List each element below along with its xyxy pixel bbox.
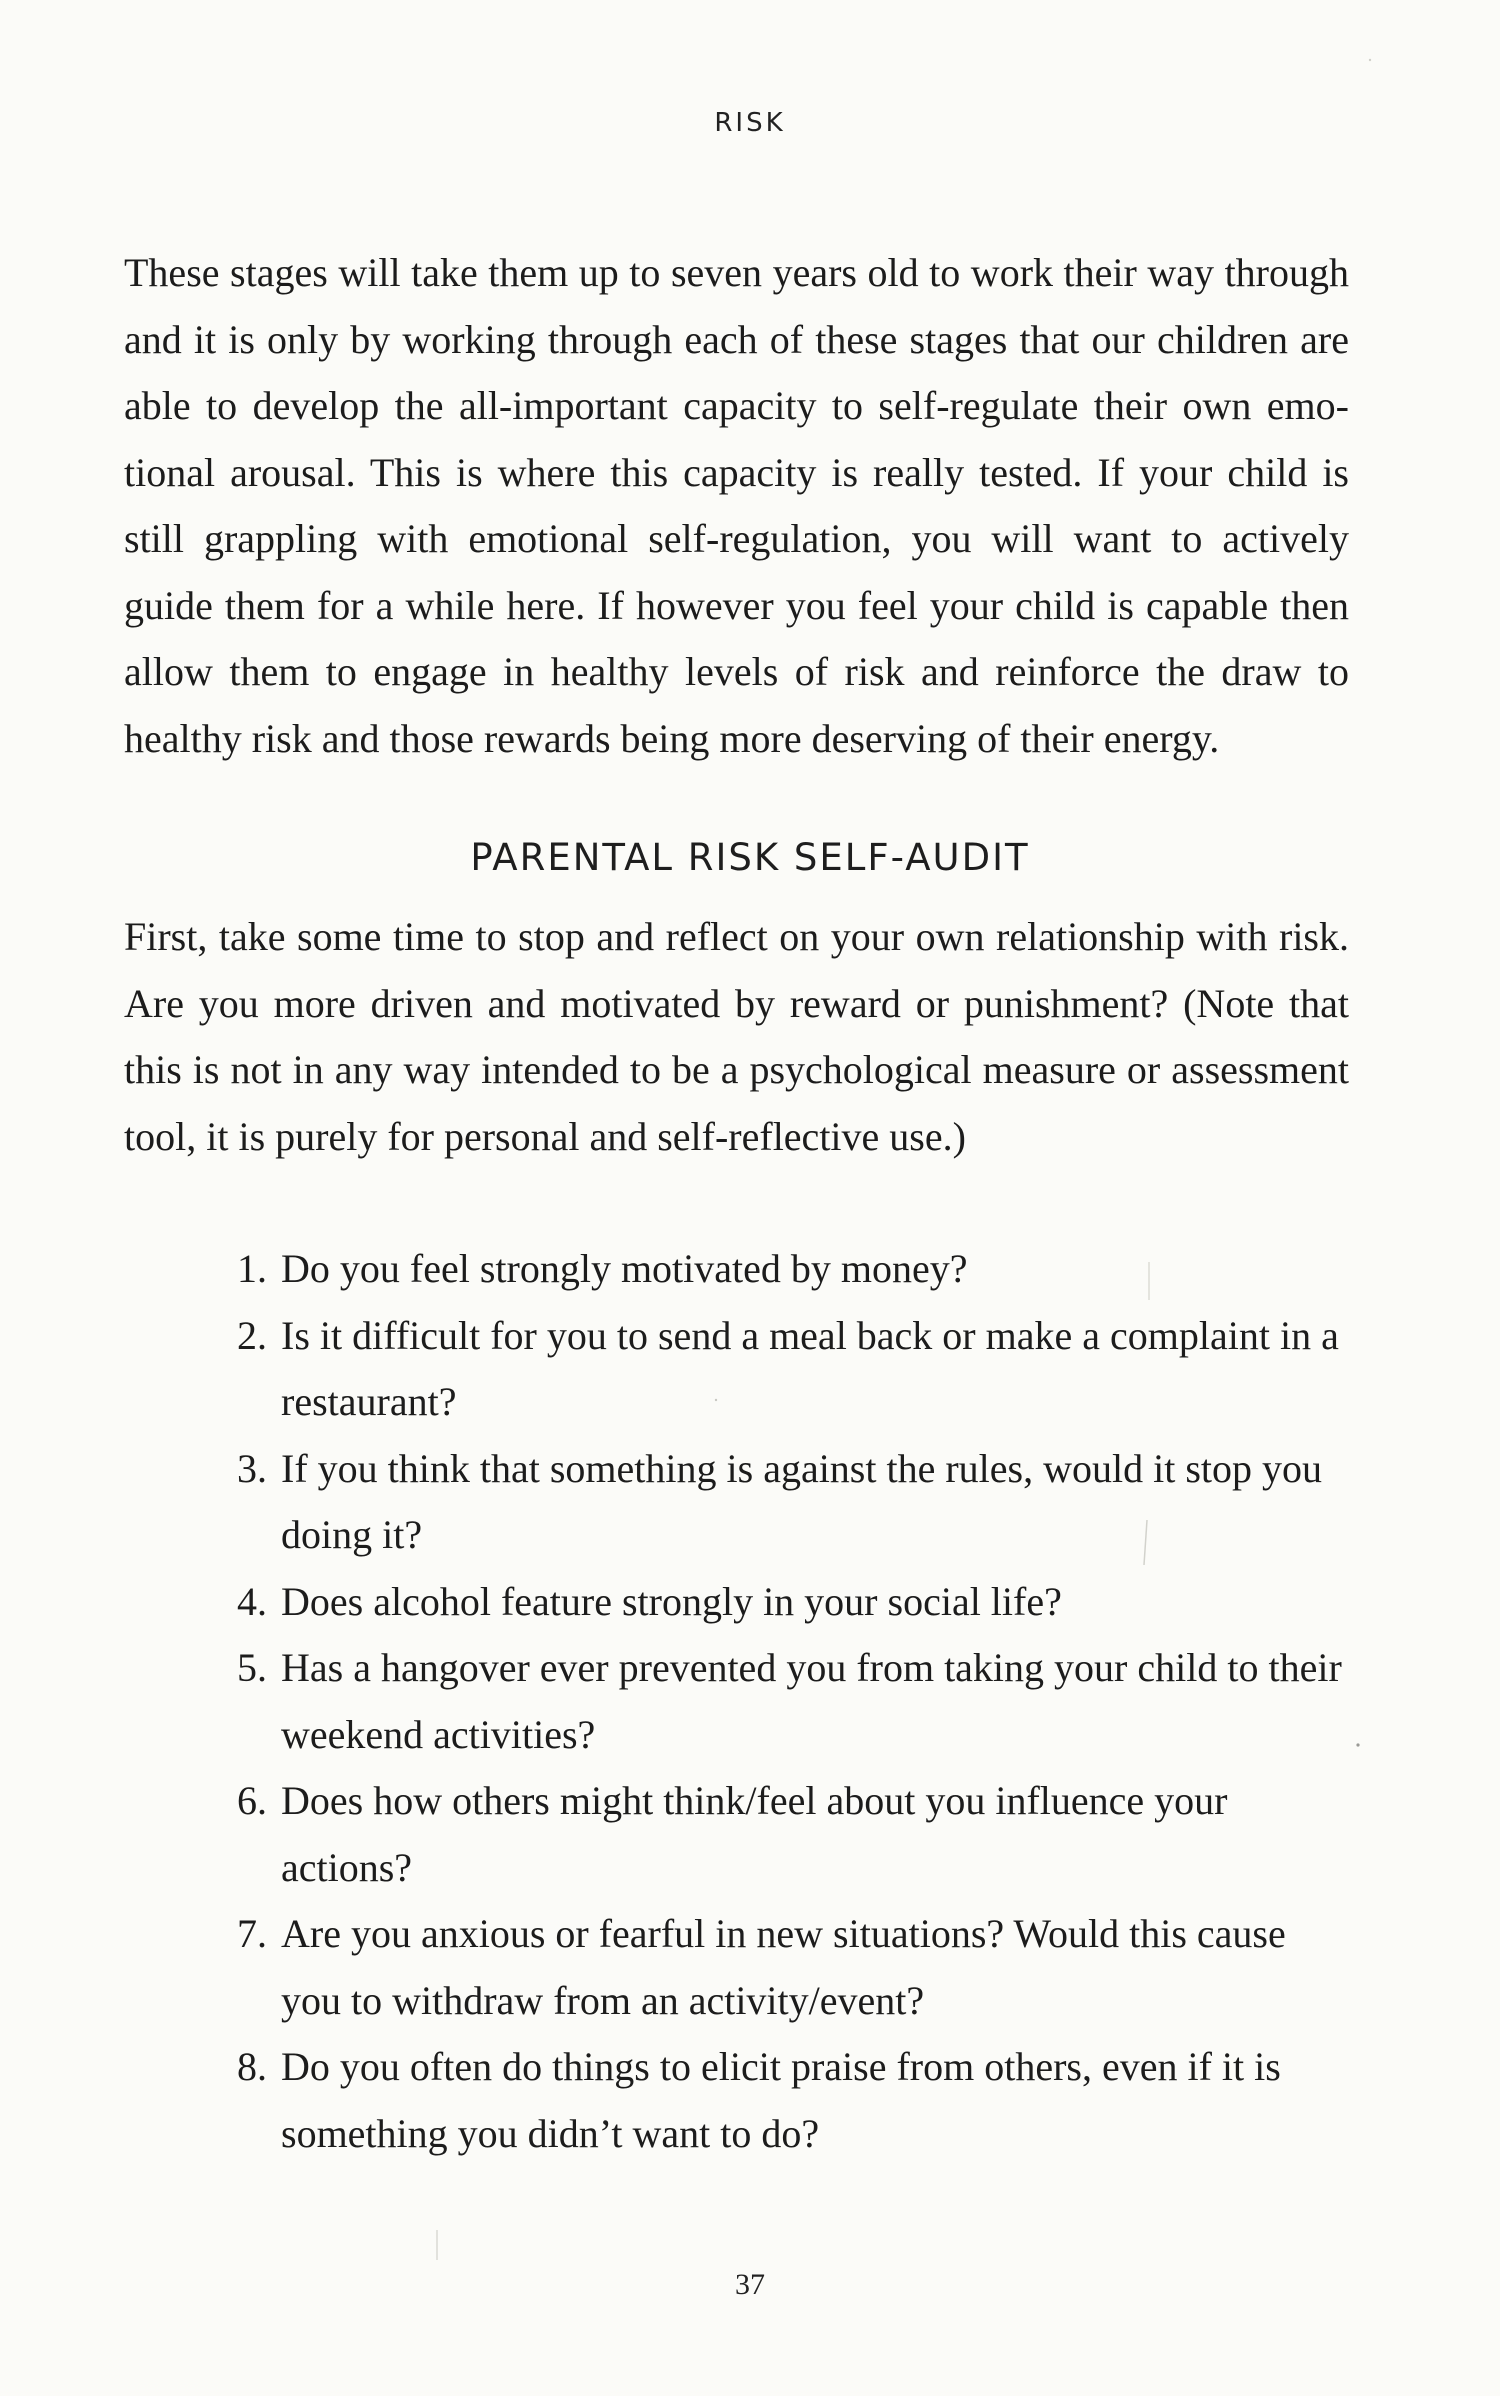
list-item-text: Has a hangover ever prevented you from taking your child to their weekend activities? xyxy=(281,1645,1342,1757)
audit-question-list xyxy=(237,1236,1352,2167)
page-number: 37 xyxy=(735,2268,765,2301)
section-heading: PARENTAL RISK SELF-AUDIT xyxy=(470,836,1030,879)
list-item-text: Does alcohol feature strongly in your social life? xyxy=(281,1578,1062,1624)
list-item xyxy=(237,1901,1352,2034)
list-item-number: 6. xyxy=(237,1778,267,1823)
list-item-text: Does how others might think/feel about you influence your actions? xyxy=(281,1778,1228,1890)
list-item-text: Do you feel strongly motivated by money? xyxy=(281,1246,968,1291)
list-item-number: 3. xyxy=(237,1445,267,1491)
list-item xyxy=(237,2034,1352,2167)
list-item-text: Are you anxious or fearful in new situations? Would this cause you to withdraw from an activity/event? xyxy=(281,1911,1286,2023)
body-paragraph: These stages will take them up to seven years old to work their way through and it is only by working through each of these stages that our children are able to develop the all-important capacity to self-regulate their own emotional arousal. This is where this capacity is really tested. If your child is still grappling with emotional self-regulation, you will want to actively guide them for a while here. If however you feel your child is capable then allow them to engage in healthy levels of risk and reinforce the draw to healthy risk and those rewards being more deserving of their energy. xyxy=(124,250,1349,761)
list-item-number: 1. xyxy=(237,1246,267,1291)
list-item-text: Is it difficult for you to send a meal back or make a complaint in a restaurant? xyxy=(281,1312,1339,1424)
list-item-number: 4. xyxy=(237,1578,267,1624)
list-item xyxy=(237,1303,1352,1436)
list-item-number: 8. xyxy=(237,2044,267,2089)
list-item xyxy=(237,1236,1352,1303)
list-item-number: 2. xyxy=(237,1312,267,1358)
list-item xyxy=(237,1569,1352,1636)
list-item-number: 7. xyxy=(237,1911,267,1956)
section-intro-paragraph: First, take some time to stop and reflect on your own relationship with risk. Are you more driven and motivated by reward or punishment? (Note that this is not in any way intended to be a psychological measure or assessment tool, it is purely for personal and self-reflective use.) xyxy=(124,914,1349,1159)
list-item xyxy=(237,1436,1352,1569)
list-item-text: If you think that something is against the rules, would it stop you doing it? xyxy=(281,1445,1323,1557)
list-item-number: 5. xyxy=(237,1645,267,1690)
list-item xyxy=(237,1635,1352,1768)
running-head: RISK xyxy=(714,108,786,138)
list-item-text: Do you often do things to elicit praise from others, even if it is something you didn’t want to do? xyxy=(281,2044,1281,2156)
list-item xyxy=(237,1768,1352,1901)
